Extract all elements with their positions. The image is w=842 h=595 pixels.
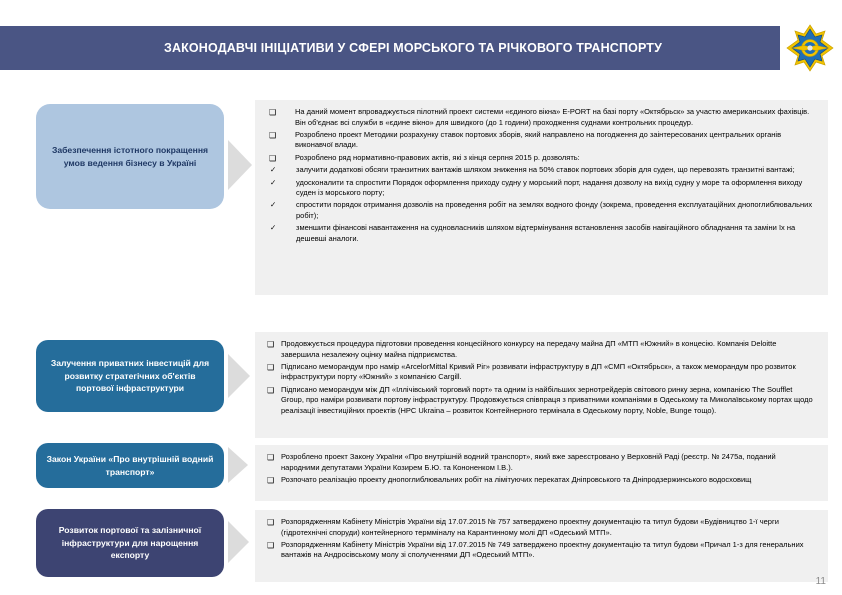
arrow-right-icon-1 [228, 140, 252, 190]
section-label-text: Забезпечення істотного покращення умов ведення бізнесу в Україні [51, 145, 209, 168]
bullet-square-icon: ❑ [267, 362, 275, 372]
section-label-text: Закон України «Про внутрішній водний транспорт» [46, 454, 214, 477]
content-panel-private-investment [255, 332, 828, 438]
bullet-text: Розроблено проект Закону України «Про внутрішній водний транспорт», який вже зареєстровано у Верховній Раді (реєстр. № 2475а, поданий народними депутатами України Козирем Б.Ю. та Кононенком І.В.). [281, 452, 776, 472]
bullet-text: удосконалити та спростити Порядок оформлення приходу судну у морський порт, надання дозволу на вихід судну у море та оформлення виходу суден із морського порту; [296, 177, 803, 198]
bullet-check-icon: ✓ [270, 177, 277, 187]
bullet-text: Підписано меморандум про намір «ArcelorMittal Кривий Ріг» розвивати інфраструктуру в ДП «СМП «Октябрьск», а також меморандум про розвиток інфраструктури порту «Южний» з компанією Cargill. [281, 361, 796, 382]
page-title: ЗАКОНОДАВЧІ ІНІЦІАТИВИ У СФЕРІ МОРСЬКОГО ТА РІЧКОВОГО ТРАНСПОРТУ [164, 41, 662, 55]
section-label-port-rail-infrastructure[interactable] [36, 509, 224, 577]
bullet-square-icon: ❑ [267, 475, 275, 485]
bullet-text: Продовжується процедура підготовки проведення концесійного конкурсу на передачу майна ДП «МТП «Южний» в концесію. Компанія Deloitte завершила незалежну оцінку майна підприємства. [281, 339, 777, 359]
bullet-check-icon: ✓ [270, 223, 277, 233]
bullet-item [265, 165, 814, 176]
bullet-item [265, 452, 814, 473]
bullet-text: Розроблено проект Методики розрахунку ставок портових зборів, який направлено на погодження до заінтересованих центральних органів виконавчої влади. [295, 129, 782, 150]
bullet-list-3 [265, 452, 814, 486]
bullet-square-icon: ❑ [267, 518, 275, 527]
bullet-square-icon: ❑ [269, 130, 277, 140]
section-label-inland-water-law[interactable] [36, 443, 224, 488]
section-label-text: Розвиток портової та залізничної інфраструктури для нарощення експорту [58, 525, 202, 561]
bullet-item [265, 130, 814, 151]
section-label-private-investment[interactable] [36, 340, 224, 412]
bullet-item [265, 475, 814, 486]
bullet-item [265, 339, 814, 360]
bullet-item [265, 517, 814, 538]
bullet-text: Розроблено ряд нормативно-правових актів, які з кінця серпня 2015 р. дозволять: [295, 152, 580, 162]
bullet-item [265, 107, 814, 128]
bullet-check-icon: ✓ [270, 165, 277, 175]
bullet-item [265, 362, 814, 383]
section-label-text: Залучення приватних інвестицій для розвитку стратегічних об'єктів портової інфраструктури [50, 358, 210, 394]
bullet-list-2 [265, 339, 814, 416]
bullet-text: Розпорядженням Кабінету Міністрів України від 17.07.2015 № 749 затверджено проектну документацію та титул будови «Причал 1-з для генеральних вантажів на Андросівському молу зі сполученнями ДП «Одеський МТП». [281, 539, 804, 560]
bullet-square-icon: ❑ [267, 340, 275, 349]
bullet-list-1 [265, 107, 814, 244]
content-panel-business-conditions [255, 100, 828, 295]
bullet-text: зменшити фінансові навантаження на судновласників шляхом відтермінування встановлення засобів навігаційного обладнання та заміни їх на дешевші аналоги. [296, 223, 796, 243]
bullet-text: Підписано меморандум між ДП «Іллічівський торговий порт» та одним із найбільших зернотрейдерів світового ринку зерна, компанією The Soufflet Group, про наміри розвивати портову інфраструктуру. Продовжується співпраця з приватними компаніями в Одеському та Миколаївському портах щодо реалізації інвестиційних проектів (HPC Ukraina – розвиток Контейнерного термінала в Одеському порту, Noble, Bunge тощо). [281, 384, 813, 415]
bullet-square-icon: ❑ [269, 108, 277, 117]
slide-header-bar [0, 26, 780, 70]
bullet-text: На даний момент впроваджується пілотний проект системи «єдиного вікна» E-PORT на базі порту «Октябрьск» за участю американських фахівців. Він об'єднає всі служби в «єдине вікно» для швидкого (до 1 години) проходження суднами контрольних процедур. [295, 107, 810, 127]
page-number: 11 [815, 576, 826, 587]
bullet-text: залучити додаткові обсяги транзитних вантажів шляхом зниження на 50% ставок портових зборів для суден, що перевозять транзитні вантажі; [296, 165, 795, 175]
section-label-business-conditions[interactable] [36, 104, 224, 209]
bullet-item [265, 178, 814, 199]
bullet-item [265, 385, 814, 417]
bullet-item [265, 223, 814, 244]
arrow-right-icon-4 [228, 521, 249, 563]
ministry-emblem-icon [786, 24, 834, 72]
bullet-item [265, 200, 814, 221]
content-panel-inland-water-law [255, 445, 828, 501]
bullet-text: Розпочато реалізацію проекту днопоглиблювальних робіт на лімітуючих перекатах Дніпровського та Дніпродзержинського водосховищ [281, 474, 752, 484]
bullet-square-icon: ❑ [267, 540, 275, 550]
bullet-text: спростити порядок отримання дозволів на проведення робіт на землях водного фонду (зокрема, проведення експлуатаційних днопоглиблювальних робіт); [296, 200, 813, 220]
bullet-list-4 [265, 517, 814, 561]
bullet-check-icon: ✓ [270, 200, 277, 210]
content-panel-port-rail-infrastructure [255, 510, 828, 582]
bullet-square-icon: ❑ [269, 153, 277, 163]
bullet-text: Розпорядженням Кабінету Міністрів України від 17.07.2015 № 757 затверджено проектну документацію та титул будови «Будівництво 1-ї черги (гідротехнічні споруди) контейнерного термміналу на Карантинному молі ДП «Одеський МТП». [281, 517, 779, 537]
bullet-square-icon: ❑ [267, 453, 275, 462]
arrow-right-icon-3 [228, 447, 248, 483]
bullet-item [265, 540, 814, 561]
arrow-right-icon-2 [228, 354, 250, 398]
bullet-square-icon: ❑ [267, 385, 275, 395]
bullet-item [265, 153, 814, 164]
